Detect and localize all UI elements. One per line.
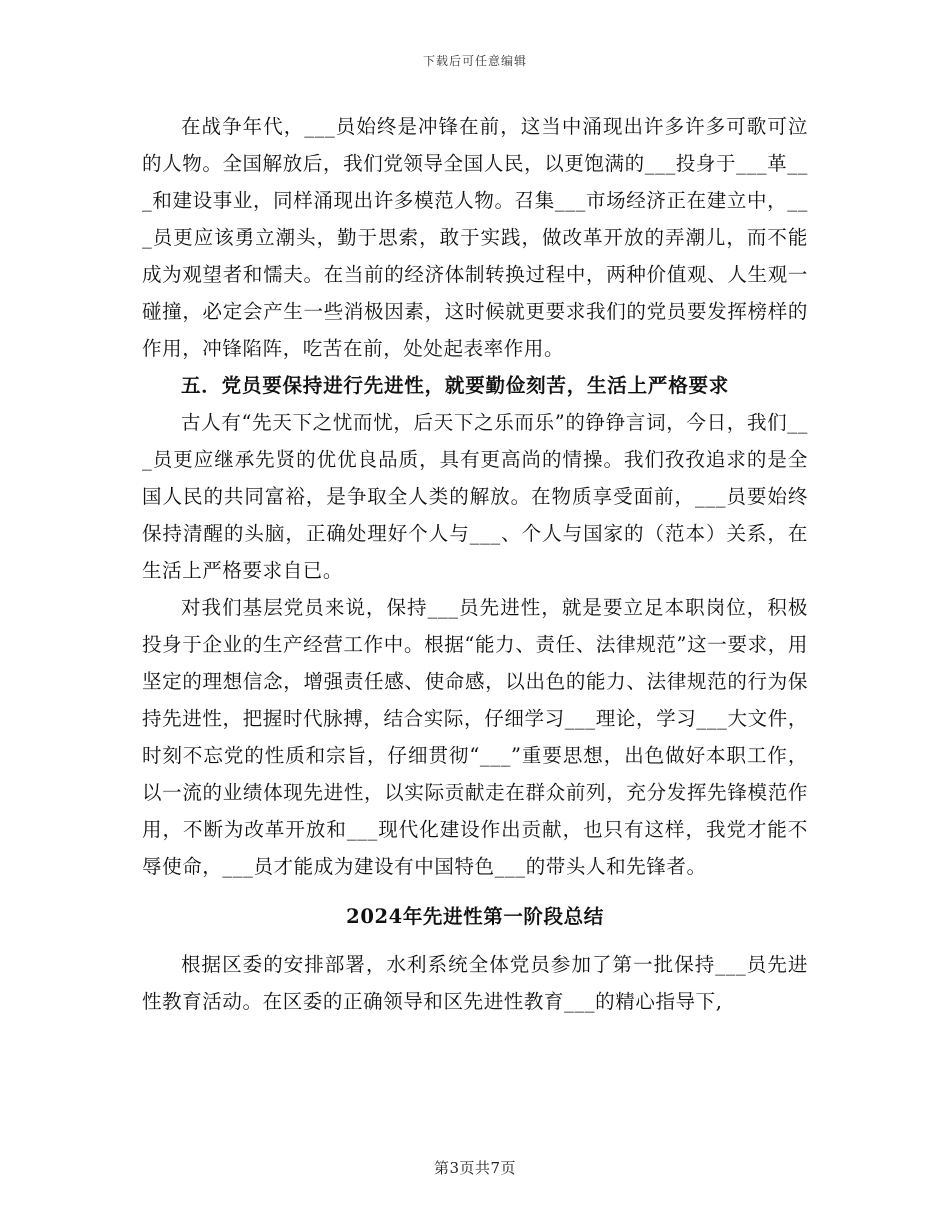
page-number-footer: 第3页共7页: [433, 1159, 517, 1177]
paragraph-war-years: 在战争年代，___员始终是冲锋在前，这当中涌现出许多许多可歌可泣的人物。全国解放后，我们党领导全国人民，以更饱满的___投身于___革___和建设事业，同样涌现出许多模范人物。召集___市场经济正在建立中，___员更应该勇立潮头，勤于思索，敢于实践，做改革开放的弄潮儿，而不能成为观望者和懦夫。在当前的经济体制转换过程中，两种价值观、人生观一碰撞，必定会产生一些消极因素，这时候就更要求我们的党员要发挥榜样的作用，冲锋陷阵，吃苦在前，处处起表率作用。: [142, 115, 808, 360]
paragraph-frugality: 古人有“先天下之忧而忧，后天下之乐而乐”的铮铮言词，今日，我们___员更应继承先贤的优优良品质，具有更高尚的情操。我们孜孜追求的是全国人民的共同富裕，是争取全人类的解放。在物质享受面前，___员要始终保持清醒的头脑，正确处理好个人与___、个人与国家的（范本）关系，在生活上严格要求自已。: [142, 411, 808, 582]
page-header-note: 下载后可任意编辑: [422, 54, 527, 68]
document-section-title: 2024年先进性第一阶段总结: [346, 905, 604, 928]
section-heading-five: 五．党员要保持进行先进性，就要勤俭刻苦，生活上严格要求: [181, 374, 730, 397]
paragraph-grassroots: 对我们基层党员来说，保持___员先进性，就是要立足本职岗位，积极投身于企业的生产经营工作中。根据“能力、责任、法律规范”这一要求，用坚定的理想信念，增强责任感、使命感，以出色的能力、法律规范的行为保持先进性，把握时代脉搏，结合实际，仔细学习___理论，学习___大文件，时刻不忘党的性质和宗旨，仔细贯彻“___”重要思想，出色做好本职工作，以一流的业绩体现先进性，以实际贡献走在群众前列，充分发挥先锋模范作用，不断为改革开放和___现代化建设作出贡献，也只有这样，我党才能不辱使命，___员才能成为建设有中国特色___的带头人和先锋者。: [142, 596, 808, 878]
document-body: [142, 108, 808, 1020]
paragraph-summary-intro: 根据区委的安排部署，水利系统全体党员参加了第一批保持___员先进性教育活动。在区委的正确领导和区先进性教育___的精心指导下,: [142, 953, 808, 1013]
